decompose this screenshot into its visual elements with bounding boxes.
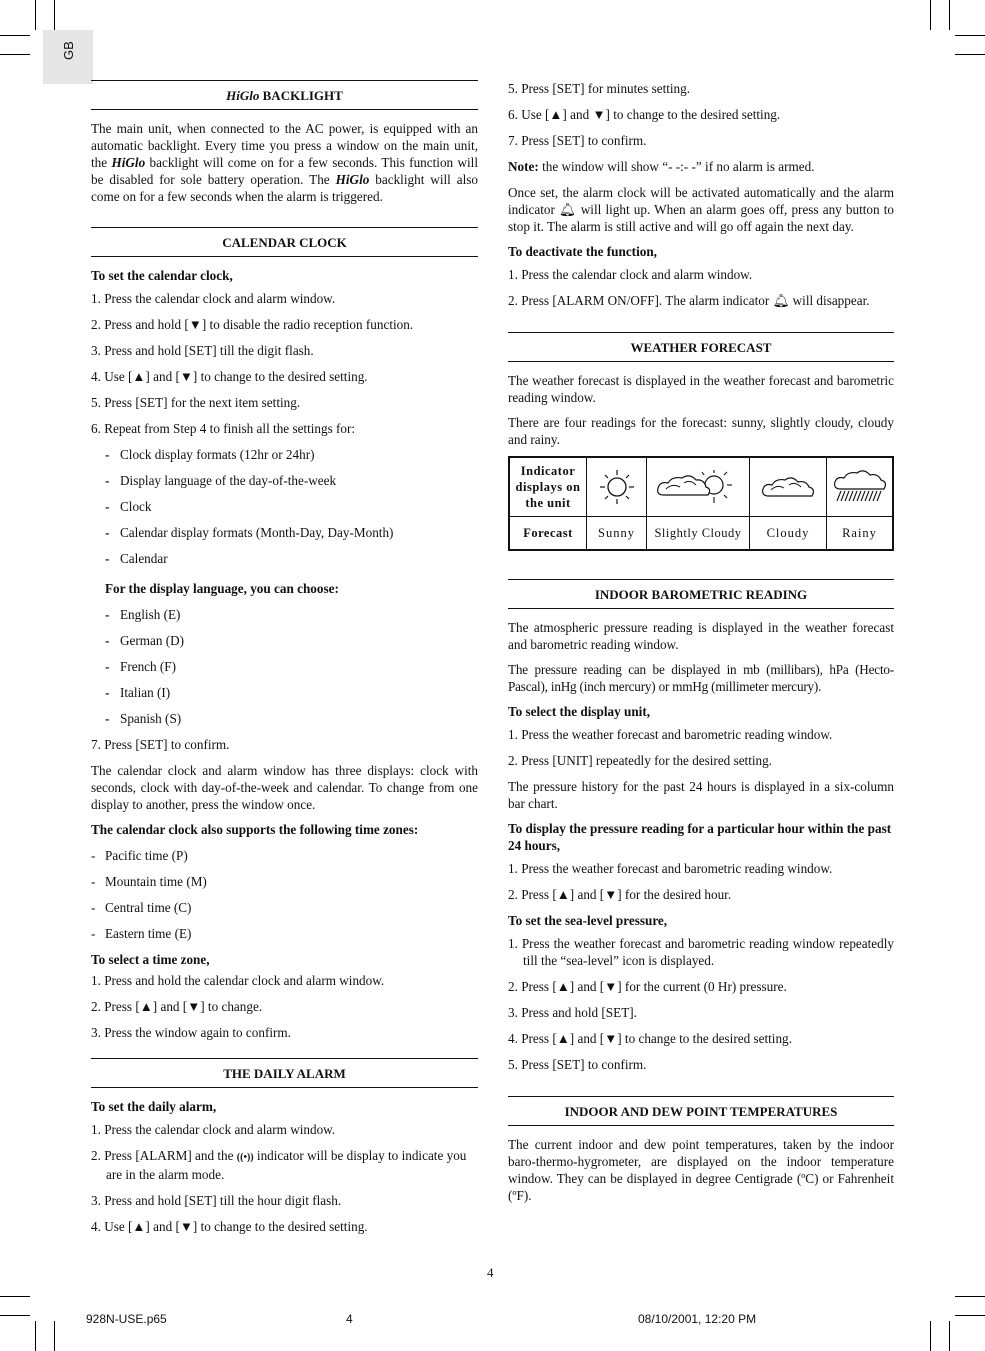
left-column (91, 80, 478, 1244)
alarm-note: Note: the window will show “- -:- -” if no alarm is armed. (508, 159, 815, 174)
sea-level-step: 1. Press the weather forecast and barometric reading window repeatedly till the “sea-level” icon is displayed. (508, 936, 894, 968)
sea-level-step: 4. Press [▲] and [▼] to change to the desired setting. (508, 1031, 792, 1046)
language-item: - Spanish (S) (105, 711, 182, 726)
calendar-step: 4. Use [▲] and [▼] to change to the desired setting. (91, 369, 368, 384)
sea-level-step: 3. Press and hold [SET]. (508, 1005, 637, 1020)
forecast-sunny: Sunny (587, 517, 647, 551)
forecast-slightly-cloudy: Slightly Cloudy (647, 517, 750, 551)
timezone-step: 2. Press [▲] and [▼] to change. (91, 999, 263, 1014)
alarm-step: 3. Press and hold [SET] till the hour digit flash. (91, 1193, 342, 1208)
deactivate-step: 1. Press the calendar clock and alarm window. (508, 267, 753, 282)
language-tab (43, 30, 93, 84)
alarm-heading: THE DAILY ALARM (91, 1058, 478, 1088)
language-subheading: For the display language, you can choose: (105, 581, 339, 596)
language-item: - French (F) (105, 659, 177, 674)
alarm-paragraph: Once set, the alarm clock will be activated automatically and the alarm indicator 🔔︎ will light up. When an alarm goes off, press any button to stop it. The alarm is still active and will go off again the next day. (508, 185, 895, 234)
language-item: - German (D) (105, 633, 185, 648)
deactivate-subheading: To deactivate the function, (508, 244, 657, 259)
calendar-paragraph: The calendar clock and alarm window has three displays: clock with seconds, clock with day-of-the-week and calendar. To change from one display to another, press the window once. (91, 763, 478, 812)
backlight-text: The main unit, when connected to the AC power, is equipped with an automatic backlight. Every time you press a window on the main unit, the HiGlo backlight will come on for a few seconds. This function will be disabled for sole battery operation. The HiGlo backlight will also come on for a few seconds when the alarm is triggered. (91, 121, 479, 204)
baro-paragraph: The atmospheric pressure reading is displayed in the weather forecast and barometric reading window. (508, 620, 894, 652)
forecast-label: Forecast (509, 517, 587, 551)
alarm-step: 5. Press [SET] for minutes setting. (508, 81, 691, 96)
backlight-heading: HiGlo BACKLIGHT (91, 80, 478, 110)
rainy-icon-cell (827, 457, 894, 517)
timezone-subheading: The calendar clock also supports the following time zones: (91, 822, 419, 837)
dew-heading: INDOOR AND DEW POINT TEMPERATURES (508, 1096, 894, 1126)
forecast-heading: WEATHER FORECAST (508, 332, 894, 362)
unit-step: 1. Press the weather forecast and barometric reading window. (508, 727, 833, 742)
language-tab-label: GB (61, 41, 76, 60)
sea-level-subheading: To set the sea-level pressure, (508, 913, 668, 928)
forecast-table (508, 456, 894, 551)
timezone-item: - Pacific time (P) (91, 848, 188, 863)
deactivate-step: 2. Press [ALARM ON/OFF]. The alarm indicator 🔔︎ will disappear. (508, 293, 870, 308)
dew-paragraph: The current indoor and dew point temperatures, taken by the indoor baro-thermo-hygrometer, are displayed on the indoor temperature window. They can be displayed in degree Centigrade (ºC) or Fahrenheit (ºF). (508, 1137, 894, 1203)
bell-icon: 🔔︎ (559, 202, 577, 217)
calendar-step: 7. Press [SET] to confirm. (91, 737, 230, 752)
setting-item: - Calendar (105, 551, 168, 566)
alarm-step: 4. Use [▲] and [▼] to change to the desired setting. (91, 1219, 368, 1234)
alarm-mode-icon: ((•)) (236, 1152, 254, 1163)
forecast-paragraph: The weather forecast is displayed in the weather forecast and barometric reading window. (508, 373, 894, 405)
alarm-step: 7. Press [SET] to confirm. (508, 133, 647, 148)
cloud-icon (759, 472, 817, 502)
timezone-item: - Central time (C) (91, 900, 192, 915)
sun-behind-cloud-icon (652, 467, 744, 507)
bell-icon: 🔔︎ (772, 293, 790, 308)
calendar-subheading: To set the calendar clock, (91, 268, 233, 283)
indicator-label: Indicator displays on the unit (509, 457, 587, 517)
alarm-step: 6. Use [▲] and ▼] to change to the desired setting. (508, 107, 781, 122)
alarm-subheading: To set the daily alarm, (91, 1099, 217, 1114)
unit-step: 2. Press [UNIT] repeatedly for the desired setting. (508, 753, 773, 768)
forecast-rainy: Rainy (827, 517, 894, 551)
language-item: - English (E) (105, 607, 181, 622)
timezone-item: - Mountain time (M) (91, 874, 207, 889)
timezone-item: - Eastern time (E) (91, 926, 192, 941)
setting-item: - Clock (105, 499, 152, 514)
higlo-logo: HiGlo (226, 88, 260, 103)
forecast-cloudy: Cloudy (750, 517, 827, 551)
sun-icon (597, 467, 637, 507)
timezone-step: 1. Press and hold the calendar clock and alarm window. (91, 973, 385, 988)
unit-subheading: To select the display unit, (508, 704, 651, 719)
setting-item: - Clock display formats (12hr or 24hr) (105, 447, 315, 462)
setting-item: - Display language of the day-of-the-week (105, 473, 337, 488)
hour-subheading: To display the pressure reading for a particular hour within the past 24 hours, (508, 821, 892, 853)
right-column (508, 80, 894, 1212)
hour-step: 2. Press [▲] and [▼] for the desired hour. (508, 887, 732, 902)
setting-item: - Calendar display formats (Month-Day, Day-Month) (105, 525, 394, 540)
baro-heading: INDOOR BAROMETRIC READING (508, 579, 894, 609)
sea-level-step: 5. Press [SET] to confirm. (508, 1057, 647, 1072)
calendar-step: 2. Press and hold [▼] to disable the radio reception function. (91, 317, 414, 332)
timezone-step: 3. Press the window again to confirm. (91, 1025, 291, 1040)
footer-page: 4 (346, 1312, 353, 1326)
footer-date: 08/10/2001, 12:20 PM (638, 1312, 757, 1326)
forecast-paragraph: There are four readings for the forecast: sunny, slightly cloudy, cloudy and rainy. (508, 415, 894, 447)
higlo-logo: HiGlo (111, 155, 146, 170)
higlo-logo: HiGlo (335, 172, 370, 187)
calendar-step: 6. Repeat from Step 4 to finish all the settings for: (91, 421, 356, 436)
alarm-step: 1. Press the calendar clock and alarm window. (91, 1122, 336, 1137)
baro-paragraph: The pressure history for the past 24 hours is displayed in a six-column bar chart. (508, 779, 894, 811)
calendar-step: 1. Press the calendar clock and alarm window. (91, 291, 336, 306)
calendar-heading: CALENDAR CLOCK (91, 227, 478, 257)
alarm-step: 2. Press [ALARM] and the ((•)) indicator will be display to indicate you are in the alarm mode. (91, 1148, 467, 1182)
calendar-step: 3. Press and hold [SET] till the digit flash. (91, 343, 314, 358)
baro-paragraph: The pressure reading can be displayed in mb (millibars), hPa (Hecto-Pascal), inHg (inch mercury) or mmHg (millimeter mercury). (508, 662, 894, 694)
cloudy-icon-cell (750, 457, 827, 517)
sunny-icon-cell (587, 457, 647, 517)
hour-step: 1. Press the weather forecast and barometric reading window. (508, 861, 833, 876)
timezone-select-subheading: To select a time zone, (91, 952, 210, 967)
rain-cloud-icon (831, 469, 889, 505)
slightly-cloudy-icon-cell (647, 457, 750, 517)
page-number: 4 (487, 1265, 494, 1280)
language-item: - Italian (I) (105, 685, 171, 700)
sea-level-step: 2. Press [▲] and [▼] for the current (0 Hr) pressure. (508, 979, 787, 994)
calendar-step: 5. Press [SET] for the next item setting. (91, 395, 301, 410)
footer-file: 928N-USE.p65 (86, 1312, 167, 1326)
